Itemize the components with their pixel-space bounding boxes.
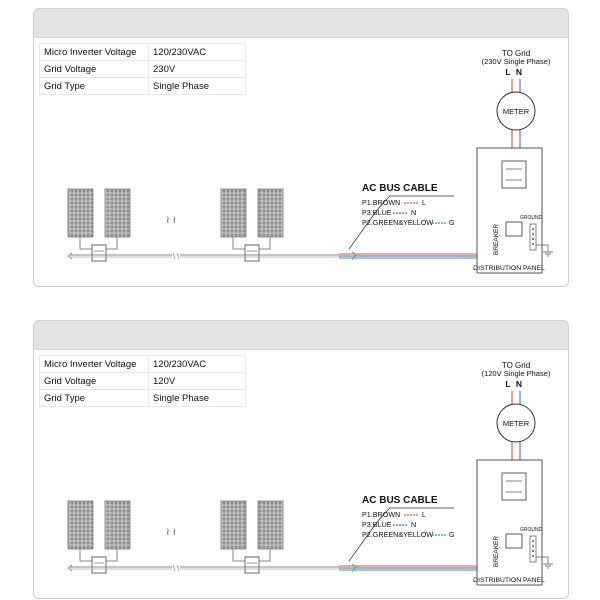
spec-label: Micro Inverter Voltage [40, 44, 149, 61]
wire-label-p2: P2.GREEN&YELLOW [362, 530, 434, 539]
breaker-label: BREAKER [493, 223, 500, 255]
solar-panel [68, 501, 93, 549]
solar-panel-group [221, 189, 283, 261]
solar-panel [68, 189, 93, 237]
ground-bar [530, 224, 536, 250]
ground-label: GROUND [520, 215, 543, 221]
micro-inverter [245, 245, 259, 261]
meter-label: METER [502, 107, 530, 116]
solar-panel [221, 189, 246, 237]
ground-label: GROUND [520, 527, 543, 533]
solar-panel [221, 501, 246, 549]
continuation-marks: ≀ ≀ [166, 215, 177, 226]
wire-label-p3: P3.BLUE [362, 208, 392, 217]
micro-inverter [245, 557, 259, 573]
spec-label: Grid Voltage [40, 61, 149, 78]
spec-label: Grid Voltage [40, 373, 149, 390]
spec-value: 120V [149, 373, 246, 390]
panel-label: DISTRIBUTION PANEL [473, 265, 545, 272]
to-grid-subtitle: (230V Single Phase) [481, 57, 551, 66]
earth-ground-icon [543, 564, 553, 568]
line-label: L [505, 67, 511, 77]
micro-inverter [92, 557, 106, 573]
wire-label-p2: P2.GREEN&YELLOW [362, 218, 434, 227]
wire-label-p1: P1.BROWN [362, 198, 401, 207]
continuation-marks: ≀ ≀ [166, 527, 177, 538]
solar-panel [105, 189, 130, 237]
wire-label-p1: P1.BROWN [362, 510, 401, 519]
to-grid-title: TO Grid [501, 49, 531, 58]
line-label: L [505, 379, 511, 389]
to-grid-subtitle: (120V Single Phase) [481, 369, 551, 378]
solar-panel [258, 501, 283, 549]
spec-value: Single Phase [149, 390, 246, 407]
wire-term-p2: G [449, 530, 455, 539]
wiring-schematic [34, 321, 568, 598]
neutral-label: N [515, 379, 523, 389]
breaker-label: BREAKER [493, 535, 500, 567]
wiring-diagram-120v [33, 320, 569, 599]
solar-panel-group [221, 501, 283, 573]
spec-value: 120/230VAC [149, 356, 246, 373]
trunk-cable [68, 565, 339, 571]
earth-ground-icon [543, 252, 553, 256]
spec-value: 230V [149, 61, 246, 78]
trunk-cable [68, 253, 339, 259]
solar-panel-group [68, 501, 130, 573]
spec-value: 120/230VAC [149, 44, 246, 61]
wire-term-p1: L [422, 198, 426, 207]
wiring-schematic [34, 9, 568, 286]
wire-label-p3: P3.BLUE [362, 520, 392, 529]
wire-term-p1: L [422, 510, 426, 519]
wiring-diagram-230v [33, 8, 569, 287]
branch-breaker-icon [506, 534, 522, 548]
spec-label: Grid Type [40, 78, 149, 95]
solar-panel [258, 189, 283, 237]
spec-value: Single Phase [149, 78, 246, 95]
wire-term-p2: G [449, 218, 455, 227]
main-breaker-icon [502, 473, 526, 500]
meter-label: METER [502, 419, 530, 428]
neutral-label: N [515, 67, 523, 77]
micro-inverter [92, 245, 106, 261]
panel-label: DISTRIBUTION PANEL [473, 577, 545, 584]
wire-term-p3: N [411, 208, 417, 217]
to-grid-title: TO Grid [501, 361, 531, 370]
branch-breaker-icon [506, 222, 522, 236]
ground-bar [530, 536, 536, 562]
main-breaker-icon [502, 161, 526, 188]
ac-bus-title: AC BUS CABLE [362, 495, 438, 506]
ac-bus-title: AC BUS CABLE [362, 183, 438, 194]
solar-panel [105, 501, 130, 549]
solar-panel-group [68, 189, 130, 261]
spec-label: Grid Type [40, 390, 149, 407]
spec-label: Micro Inverter Voltage [40, 356, 149, 373]
wire-term-p3: N [411, 520, 417, 529]
